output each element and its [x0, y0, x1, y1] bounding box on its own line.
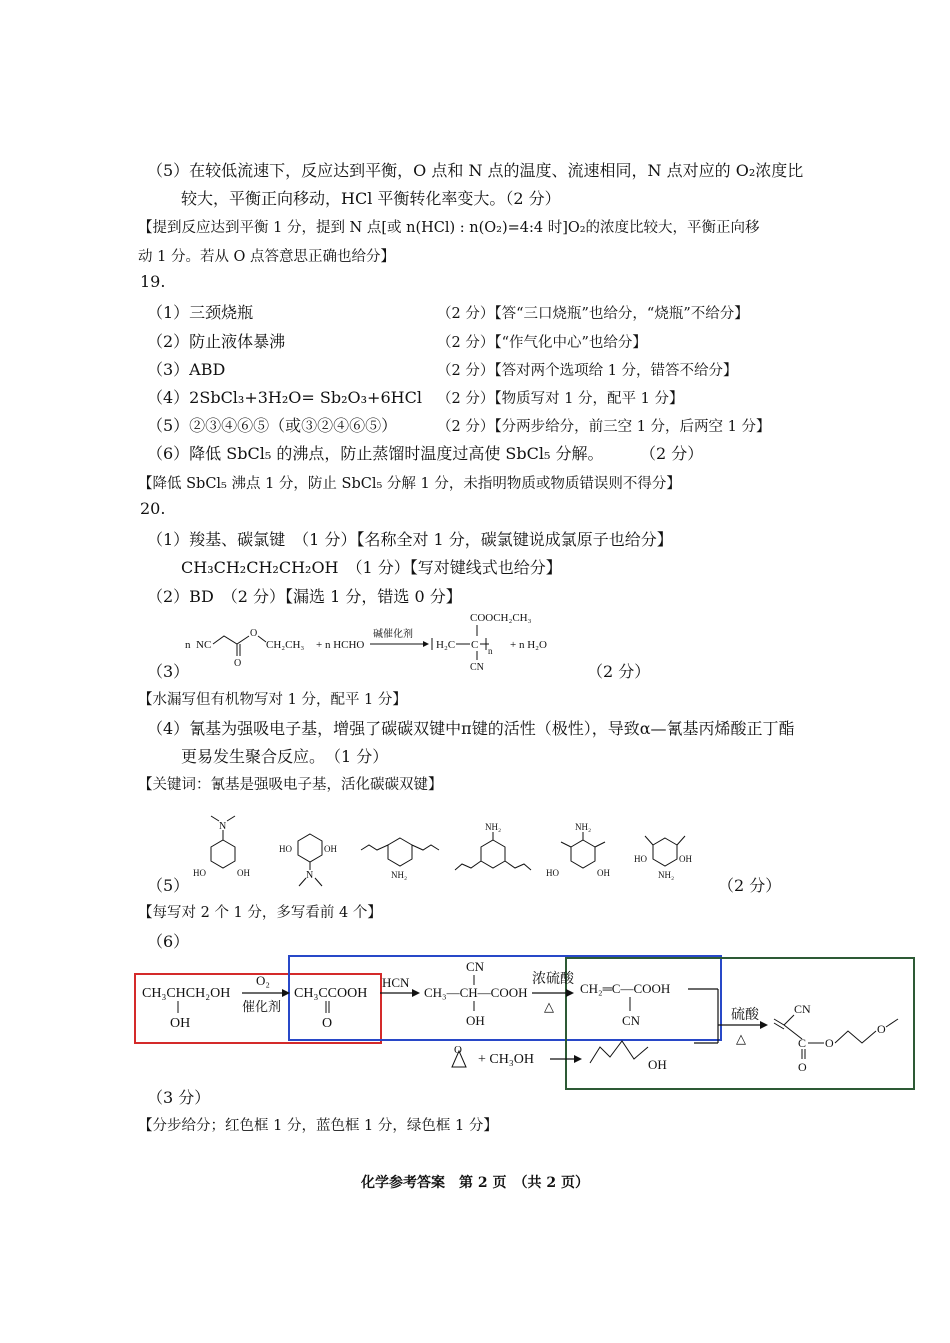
isomer-6-me-left — [645, 836, 653, 845]
isomer-2-me-a — [299, 878, 306, 886]
q19-item-1: （1）三颈烧瓶 — [147, 303, 254, 322]
rxn3-ester-bond — [258, 636, 266, 642]
syn-o2: O₂ — [256, 973, 270, 988]
rxn3-cn: CN — [470, 662, 484, 673]
q20-p4-line1: （4）氰基为强吸电子基，增强了碳碳双键中π键的活性（极性），导致α—氰基丙烯酸正丁酯 — [147, 719, 795, 738]
syn-acrylic-cn: CN — [622, 1013, 641, 1028]
syn-product-chain — [835, 1031, 876, 1043]
isomer-2 — [279, 834, 337, 886]
rxn3-hcho: + n HCHO — [316, 639, 365, 651]
isomer-6 — [634, 836, 692, 880]
q19-p6: （6）降低 SbCl₅ 的沸点，防止蒸馏时温度过高使 SbCl₅ 分解。 — [147, 444, 604, 463]
syn-hcn: HCN — [382, 975, 410, 990]
rxn3-coo: COOCH₂CH₃ — [470, 612, 532, 624]
q19-item-1-score: （2 分）【答“三口烧瓶”也给分，“烧瓶”不给分】 — [437, 306, 749, 322]
rxn3-nc: NC — [196, 639, 212, 651]
syn-keto-o: O — [322, 1016, 333, 1031]
q20-p5-score: （2 分） — [718, 876, 782, 895]
isomer-4-ring — [481, 840, 505, 868]
isomer-1-n: N — [219, 821, 227, 832]
isomer-6-nh2: NH₂ — [658, 870, 675, 880]
syn-start-oh: OH — [170, 1016, 191, 1031]
q20-p6-label: （6） — [147, 932, 190, 951]
isomer-2-me-b — [315, 878, 322, 886]
syn-start: CH₃CHCH₂OH — [142, 986, 231, 1001]
isomer-1 — [193, 816, 250, 878]
syn-arrowhead-5 — [574, 1055, 582, 1063]
syn-arrowhead-1 — [282, 989, 290, 997]
isomer-2-n: N — [306, 870, 314, 881]
rxn3-water: + n H₂O — [510, 639, 547, 651]
isomer-6-ring — [653, 838, 677, 866]
q20-p1-line1: （1）羧基、碳氯键 （1 分）【名称全对 1 分，碳氯键说成氯原子也给分】 — [147, 530, 673, 549]
isomer-3-ring — [388, 838, 412, 866]
isomer-5-nh2: NH₂ — [575, 822, 592, 832]
syn-product-o-ester: O — [825, 1036, 834, 1050]
q20-p3-score: （2 分） — [587, 662, 651, 681]
q19-note: 【降低 SbCl₅ 沸点 1 分，防止 SbCl₅ 分解 1 分，未指明物质或物质错误则不得分】 — [138, 476, 681, 492]
isomer-6-ho: HO — [634, 854, 647, 864]
isomer-2-oh: OH — [324, 844, 337, 854]
q19-item-4-score: （2 分）【物质写对 1 分，配平 1 分】 — [437, 391, 684, 407]
isomer-3-ome-right — [412, 845, 439, 850]
isomer-5-me-left — [561, 842, 571, 847]
isomer-5-oh: OH — [597, 868, 610, 878]
syn-cn-top: CN — [466, 959, 485, 974]
syn-catalyst: 催化剂 — [242, 999, 282, 1014]
q19-number: 19. — [140, 272, 166, 291]
isomer-3 — [361, 838, 439, 880]
syn-cyanohydrin: CH₃—CH—COOH — [424, 985, 528, 1000]
q19-p6-score: （2 分） — [640, 444, 704, 463]
isomer-1-me-a — [211, 816, 219, 821]
q18-p5-line1: （5）在较低流速下，反应达到平衡，O 点和 N 点的温度、流速相同，N 点对应的 O₂浓度比 — [147, 161, 804, 180]
syn-product-c: C — [798, 1036, 807, 1050]
q20-p2: （2）BD （2 分）【漏选 1 分，错选 0 分】 — [147, 587, 462, 606]
q20-p4-line2: 更易发生聚合反应。 （1 分） — [181, 747, 389, 766]
rxn3-arrowhead — [423, 641, 429, 647]
q20-p4-note: 【关键词：氰基是强吸电子基，活化碳碳双键】 — [138, 777, 443, 793]
isomer-2-ring — [298, 834, 322, 862]
syn-acrylic: CH₂═C—COOH — [580, 981, 671, 996]
isomer-6-oh: OH — [679, 854, 692, 864]
syn-glycol-oh: OH — [648, 1057, 667, 1072]
q20-p5-label: （5） — [147, 876, 190, 895]
syn-acid: 硫酸 — [731, 1008, 759, 1023]
q19-item-2-score: （2 分）【“作气化中心”也给分】 — [437, 335, 647, 351]
q20-p6-score: （3 分） — [147, 1088, 211, 1107]
isomer-5-ring — [571, 840, 595, 868]
q18-p5-line2: 较大，平衡正向移动，HCl 平衡转化率变大。（2 分） — [181, 189, 561, 208]
isomer-4-ome-left — [455, 861, 481, 870]
syn-product-cn-bond — [784, 1015, 794, 1025]
syn-product-cn: CN — [794, 1002, 811, 1016]
q20-p3-note: 【水漏写但有机物写对 1 分，配平 1 分】 — [138, 692, 407, 708]
q20-p5-note: 【每写对 2 个 1 分，多写看前 4 个】 — [138, 905, 382, 921]
syn-ketoacid: CH₃CCOOH — [294, 986, 368, 1001]
rxn3-n-prefix: n — [185, 639, 191, 651]
q20-p6-note: 【分步给分；红色框 1 分，蓝色框 1 分，绿色框 1 分】 — [138, 1118, 498, 1134]
syn-arrowhead-2 — [412, 989, 420, 997]
page-footer: 化学参考答案 第 2 页 （共 2 页） — [361, 1175, 589, 1191]
rxn3-ethyl: CH₂CH₃ — [266, 639, 305, 651]
syn-arrowhead-4 — [760, 1021, 768, 1029]
isomer-5-ho: HO — [546, 868, 559, 878]
syn-epoxide-o: O — [454, 1044, 462, 1056]
isomer-1-oh: OH — [237, 868, 250, 878]
rxn3-c: C — [471, 639, 479, 651]
q18-note-line1: 【提到反应达到平衡 1 分，提到 N 点[或 n(HCl) : n(O₂)=4:4 时]O₂的浓度比较大，平衡正向移 — [138, 220, 760, 236]
isomer-4 — [455, 822, 531, 870]
rxn3-carbonyl-o: O — [234, 658, 242, 669]
rxn3-chain-start: H₂C — [436, 639, 456, 651]
q19-item-3: （3）ABD — [147, 360, 226, 379]
q19-item-5: （5）②③④⑥⑤（或③②④⑥⑤） — [147, 416, 398, 435]
isomer-1-ho: HO — [193, 868, 206, 878]
reaction-3-diagram — [180, 606, 580, 678]
isomer-2-ho: HO — [279, 844, 292, 854]
rxn3-ester-o: O — [250, 628, 258, 639]
syn-glycol-chain — [590, 1041, 648, 1063]
q19-item-3-score: （2 分）【答对两个选项给 1 分，错答不给分】 — [437, 363, 738, 379]
q18-note-line2: 动 1 分。若从 O 点答意思正确也给分】 — [138, 249, 396, 265]
q19-item-2: （2）防止液体暴沸 — [147, 332, 286, 351]
isomer-5-me-right — [595, 842, 605, 847]
q20-number: 20. — [140, 499, 166, 518]
syn-delta-2: △ — [736, 1031, 746, 1046]
isomer-structures — [185, 812, 725, 892]
isomer-4-nh2: NH₂ — [485, 822, 502, 832]
synthesis-route — [134, 955, 916, 1090]
isomer-5 — [546, 822, 610, 878]
rxn3-catalyst: 碱催化剂 — [373, 629, 413, 640]
isomer-1-me-b — [227, 816, 235, 821]
syn-product-o-carbonyl: O — [798, 1060, 807, 1074]
syn-cyano-oh: OH — [466, 1013, 485, 1028]
syn-product-o-ether: O — [877, 1022, 886, 1036]
q20-p3-label: （3） — [147, 662, 190, 681]
syn-arrowhead-3 — [566, 989, 574, 997]
q20-p1-line2: CH₃CH₂CH₂CH₂OH （1 分）【写对键线式也给分】 — [181, 558, 562, 577]
syn-methanol: + CH₃OH — [478, 1052, 534, 1067]
isomer-3-nh2: NH₂ — [391, 870, 408, 880]
syn-product-methyl — [886, 1019, 898, 1027]
rxn3-n-sub: n — [488, 646, 493, 656]
q19-item-4: （4）2SbCl₃+3H₂O= Sb₂O₃+6HCl — [147, 388, 422, 407]
isomer-1-ring — [211, 840, 235, 868]
isomer-6-me-right — [677, 836, 685, 845]
isomer-3-ome-left — [361, 845, 388, 850]
rxn3-chain — [213, 636, 249, 644]
syn-conc-acid: 浓硫酸 — [532, 972, 574, 987]
syn-delta-1: △ — [544, 999, 554, 1014]
q19-item-5-score: （2 分）【分两步给分，前三空 1 分，后两空 1 分】 — [437, 419, 771, 435]
isomer-4-ome-right — [505, 861, 531, 870]
